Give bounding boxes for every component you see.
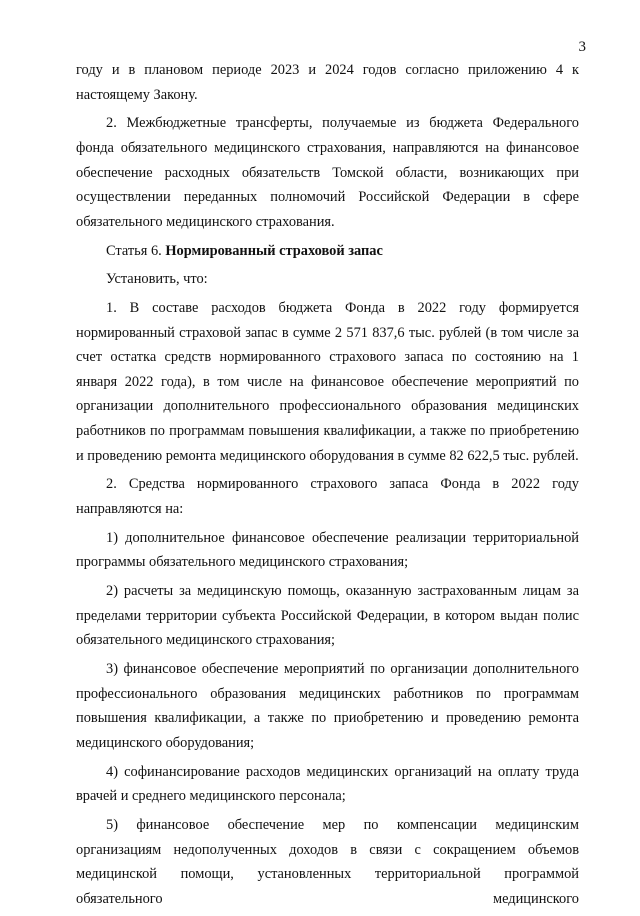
list-item-3: 3) финансовое обеспечение мероприятий по организации дополнительного профессионального образования медицинских работников по программам повышения квалификации, а также по приобретению и проведению ремонта медицинского оборудования; [76,661,579,751]
paragraph-continuation: году и в плановом периоде 2023 и 2024 годов согласно приложению 4 к настоящему Закону. [76,62,579,103]
paragraph-item-2-directions: 2. Средства нормированного страхового запаса Фонда в 2022 году направляются на: [76,476,579,518]
paragraph-interbudget-transfers: 2. Межбюджетные трансферты, получаемые из бюджета Федерального фонда обязательного медицинского страхования, направляются на финансовое обеспечение расходных обязательств Томской области, возникающих при осуществлении переданных полномочий Российской Федерации в сфере обязательного медицинского страхования. [76,115,579,230]
paragraph-item-1-reserve: 1. В составе расходов бюджета Фонда в 2022 году формируется нормированный страховой запас в сумме 2 571 837,6 тыс. рублей (в том числе за счет остатка средств нормированного страхового запаса по состоянию на 1 января 2022 года), в том числе на финансовое обеспечение мероприятий по организации дополнительного профессионального образования медицинских работников по программам повышения квалификации, а также по приобретению и проведению ремонта медицинского оборудования в сумме 82 622,5 тыс. рублей. [76,300,579,464]
article-number: Статья 6. [106,242,162,259]
list-item-4: 4) софинансирование расходов медицинских организаций на оплату труда врачей и среднего медицинского персонала; [76,763,579,805]
paragraph-establish: Установить, что: [106,271,208,288]
document-body [76,58,579,916]
list-item-1: 1) дополнительное финансовое обеспечение реализации территориальной программы обязательного медицинского страхования; [76,529,579,571]
article-heading [76,239,579,264]
list-item-2: 2) расчеты за медицинскую помощь, оказанную застрахованным лицам за пределами территории субъекта Российской Федерации, в котором выдан полис обязательного медицинского страхования; [76,583,579,649]
page-number: 3 [578,39,586,55]
article-title: Нормированный страховой запас [165,242,383,259]
list-item-5: 5) финансовое обеспечение мер по компенсации медицинским организациям недополученных доходов в связи с сокращением объемов медицинской помощи, установленных территориальной программой обязательного медицинского [76,817,579,907]
